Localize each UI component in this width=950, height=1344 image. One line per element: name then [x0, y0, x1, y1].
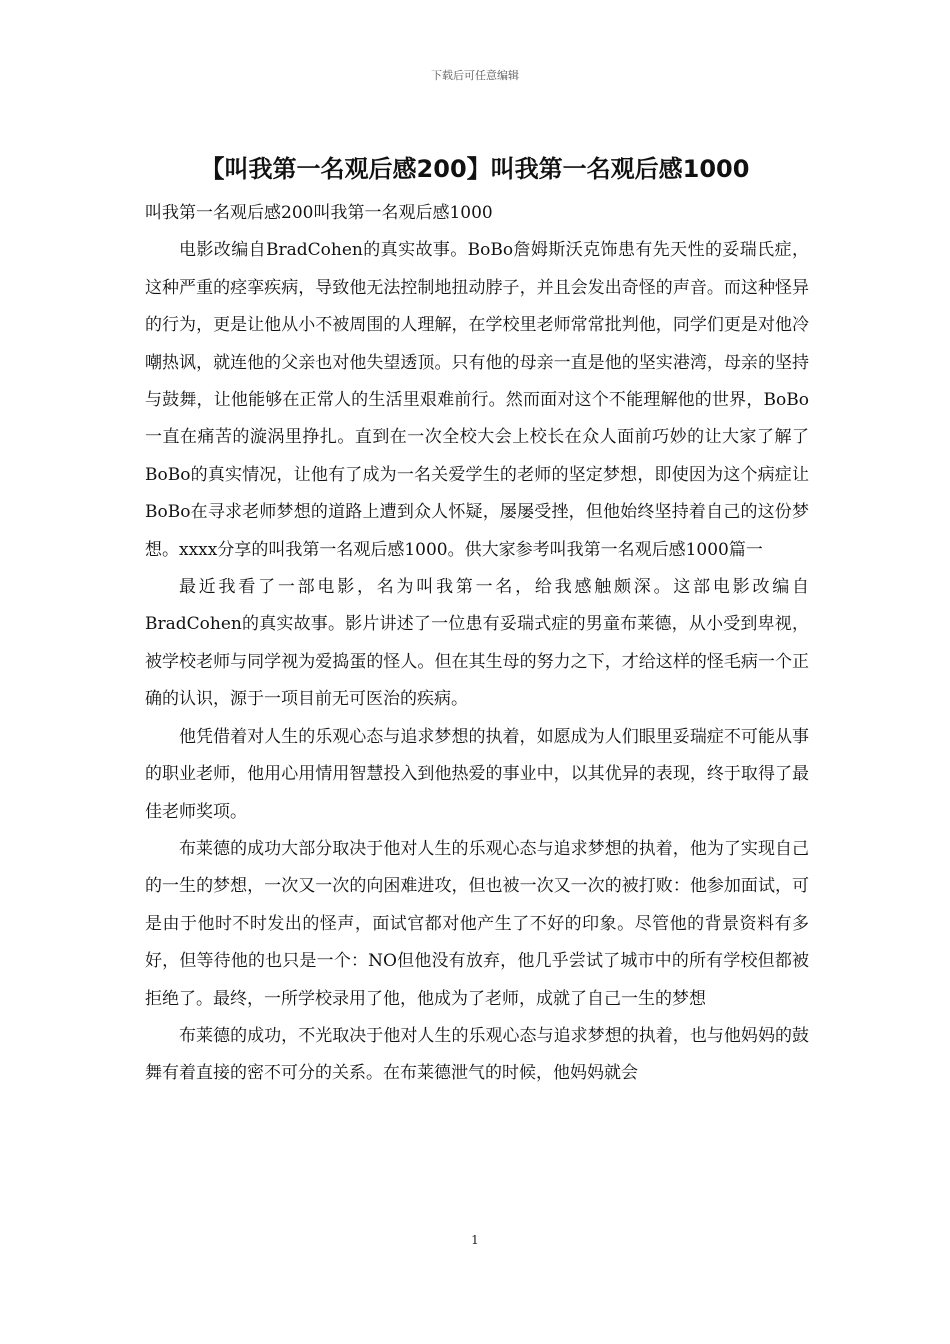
body-paragraph: 布莱德的成功大部分取决于他对人生的乐观心态与追求梦想的执着，他为了实现自己的一生的梦想，一次又一次的向困难进攻，但也被一次又一次的被打败：他参加面试，可是由于他时不时发出的怪声，面试官都对他产生了不好的印象。尽管他的背景资料有多好，但等待他的也只是一个：NO但他没有放弃，他几乎尝试了城市中的所有学校但都被拒绝了。最终，一所学校录用了他，他成为了老师，成就了自己一生的梦想 [145, 838, 809, 1009]
document-body [145, 195, 809, 1093]
body-paragraph: 布莱德的成功，不光取决于他对人生的乐观心态与追求梦想的执着，也与他妈妈的鼓舞有着直接的密不可分的关系。在布莱德泄气的时候，他妈妈就会 [145, 1025, 809, 1084]
document-title: 【叫我第一名观后感200】叫我第一名观后感1000 [200, 155, 750, 183]
subtitle-paragraph: 叫我第一名观后感200叫我第一名观后感1000 [145, 203, 493, 223]
body-paragraph: 他凭借着对人生的乐观心态与追求梦想的执着，如愿成为人们眼里妥瑞症不可能从事的职业老师，他用心用情用智慧投入到他热爱的事业中，以其优异的表现，终于取得了最佳老师奖项。 [145, 726, 809, 822]
page-number: 1 [471, 1233, 479, 1247]
body-paragraph: 最近我看了一部电影，名为叫我第一名，给我感触颇深。这部电影改编自BradCohen的真实故事。影片讲述了一位患有妥瑞式症的男童布莱德，从小受到卑视，被学校老师与同学视为爱捣蛋的怪人。但在其生母的努力之下，才给这样的怪毛病一个正确的认识，源于一项目前无可医治的疾病。 [145, 577, 809, 710]
body-paragraph: 电影改编自BradCohen的真实故事。BoBo詹姆斯沃克饰患有先天性的妥瑞氏症，这种严重的痉挛疾病，导致他无法控制地扭动脖子，并且会发出奇怪的声音。而这种怪异的行为，更是让他从小不被周围的人理解，在学校里老师常常批判他，同学们更是对他冷嘲热讽，就连他的父亲也对他失望透顶。只有他的母亲一直是他的坚实港湾，母亲的坚持与鼓舞，让他能够在正常人的生活里艰难前行。然而面对这个不能理解他的世界，BoBo一直在痛苦的漩涡里挣扎。直到在一次全校大会上校长在众人面前巧妙的让大家了解了BoBo的真实情况，让他有了成为一名关爱学生的老师的坚定梦想，即使因为这个病症让BoBo在寻求老师梦想的道路上遭到众人怀疑，屡屡受挫，但他始终坚持着自己的这份梦想。xxxx分享的叫我第一名观后感1000。供大家参考叫我第一名观后感1000篇一 [145, 240, 809, 560]
page-header-note: 下载后可任意编辑 [431, 69, 519, 82]
